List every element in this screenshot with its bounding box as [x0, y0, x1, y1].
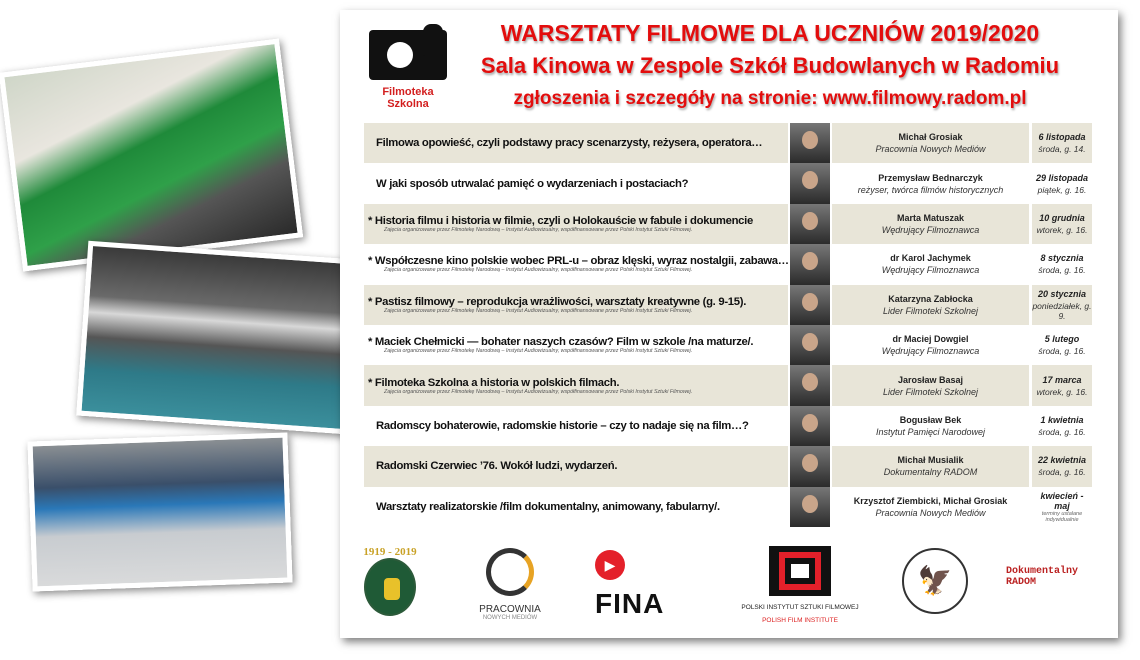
workshop-time: środa, g. 14.: [1038, 144, 1086, 155]
workshop-footnote: Zajęcia organizowane przez Filmotekę Narodową – Instytut Audiowizualny, współfinansowane przez Polski Instytut Sztuki Filmowej.: [384, 348, 693, 355]
poster-info: zgłoszenia i szczegóły na stronie: www.filmowy.radom.pl: [513, 88, 1027, 109]
speaker-photo: [790, 244, 830, 284]
workshop-date: 22 kwietnia: [1037, 455, 1087, 466]
poster-title: WARSZTATY FILMOWE DLA UCZNIÓW 2019/2020: [500, 20, 1040, 46]
filmoteka-logo-icon: [369, 30, 447, 80]
workshop-title: * Współczesne kino polskie wobec PRL-u – obraz klęski, wyraz nostalgii, zabawa…: [368, 255, 789, 268]
speaker-cell: [832, 123, 1032, 163]
speaker-role: Wędrujący Filmoznawca: [881, 224, 980, 235]
speaker-photo: [790, 204, 830, 244]
speaker-photo: [790, 285, 830, 325]
workshop-title-cell: [364, 446, 788, 486]
dok-text: RADOM: [1006, 577, 1037, 588]
workshop-footnote: Zajęcia organizowane przez Filmotekę Narodową – Instytut Audiowizualny, współfinansowane przez Polski Instytut Sztuki Filmowej.: [384, 267, 693, 274]
speaker-photo: [790, 406, 830, 446]
dokumentalny-radom-logo: [1006, 566, 1096, 588]
workshop-date: 10 grudnia: [1039, 212, 1085, 223]
workshop-title-cell: [364, 325, 788, 365]
speaker-photo: [790, 487, 830, 527]
date-cell: [1032, 487, 1092, 527]
workshop-table: [364, 123, 1094, 527]
speaker-cell: [832, 325, 1032, 365]
speaker-photo: [790, 163, 830, 203]
workshop-row: [364, 244, 1094, 284]
zsb-logo: [358, 546, 422, 616]
workshop-row: [364, 446, 1094, 486]
speaker-photo: [790, 446, 830, 486]
photo-film-studio: [0, 39, 303, 272]
workshop-title-cell: [364, 406, 788, 446]
workshop-footnote: Zajęcia organizowane przez Filmotekę Narodową – Instytut Audiowizualny, współfinansowane przez Polski Instytut Sztuki Filmowej.: [384, 226, 693, 233]
pracownia-subtext: NOWYCH MEDIÓW: [482, 615, 538, 621]
workshop-time: środa, g. 16.: [1038, 467, 1086, 478]
date-cell: [1032, 365, 1092, 405]
workshop-date: 1 kwietnia: [1040, 414, 1084, 425]
speaker-cell: [832, 406, 1032, 446]
speaker-photo: [790, 325, 830, 365]
speaker-photo: [790, 123, 830, 163]
speaker-role: Wędrujący Filmoznawca: [881, 265, 980, 276]
photo-cinema-hall: [76, 241, 358, 434]
workshop-footnote: Zajęcia organizowane przez Filmotekę Narodową – Instytut Audiowizualny, współfinansowane przez Polski Instytut Sztuki Filmowej.: [384, 388, 693, 395]
workshop-title-cell: [364, 487, 788, 527]
zsb-years: 1919 - 2019: [363, 546, 417, 558]
workshop-date: 17 marca: [1042, 374, 1082, 385]
speaker-cell: [832, 285, 1032, 325]
speaker-name: dr Maciej Dowgiel: [892, 334, 969, 345]
workshop-time: środa, g. 16.: [1038, 265, 1086, 276]
speaker-name: Marta Matuszak: [896, 212, 965, 223]
pisf-logo: [735, 546, 865, 624]
filmoteka-logo: [368, 30, 448, 110]
speaker-role: Lider Filmoteki Szkolnej: [882, 386, 979, 397]
workshop-date: 6 listopada: [1038, 132, 1086, 143]
workshop-row: [364, 123, 1094, 163]
speaker-cell: [832, 446, 1032, 486]
speaker-cell: [832, 244, 1032, 284]
speaker-photo: [790, 365, 830, 405]
workshop-title-cell: [364, 163, 788, 203]
date-cell: [1032, 123, 1092, 163]
date-cell: [1032, 446, 1092, 486]
workshop-date: 8 stycznia: [1040, 253, 1084, 264]
workshop-row: [364, 406, 1094, 446]
workshop-footnote: Zajęcia organizowane przez Filmotekę Narodową – Instytut Audiowizualny, współfinansowane przez Polski Instytut Sztuki Filmowej.: [384, 307, 693, 314]
pracownia-text: PRACOWNIA: [479, 604, 541, 615]
workshop-title: Filmowa opowieść, czyli podstawy pracy scenarzysty, reżysera, operatora…: [376, 137, 763, 150]
speaker-role: Pracownia Nowych Mediów: [875, 507, 986, 518]
workshop-title: Warsztaty realizatorskie /film dokumentalny, animowany, fabularny/.: [376, 500, 720, 513]
speaker-role: Pracownia Nowych Mediów: [875, 144, 986, 155]
fina-text: FINA: [595, 588, 665, 619]
workshop-time: środa, g. 16.: [1038, 426, 1086, 437]
speaker-cell: [832, 163, 1032, 203]
workshop-date: 29 listopada: [1035, 172, 1089, 183]
photo-editing-room: [27, 433, 292, 592]
speaker-name: Michał Musialik: [897, 455, 964, 466]
pisf-text: POLSKI INSTYTUT SZTUKI FILMOWEJ: [741, 604, 859, 611]
date-cell: [1032, 285, 1092, 325]
speaker-name: Krzysztof Ziembicki, Michał Grosiak: [853, 495, 1008, 506]
workshop-time: terminy ustalane indywidualnie: [1041, 510, 1083, 523]
speaker-cell: [832, 204, 1032, 244]
dok-text: Dokumentalny: [1006, 566, 1079, 577]
workshop-title: Radomski Czerwiec ’76. Wokół ludzi, wydarzeń.: [376, 460, 618, 473]
speaker-role: Instytut Pamięci Narodowej: [875, 426, 986, 437]
workshop-row: [364, 163, 1094, 203]
ipn-logo-eagle-icon: 🦅: [902, 548, 968, 614]
workshop-title-cell: [364, 285, 788, 325]
speaker-role: Lider Filmoteki Szkolnej: [882, 305, 979, 316]
speaker-name: Przemysław Bednarczyk: [878, 172, 983, 183]
workshop-title: * Filmoteka Szkolna a historia w polskich filmach.: [368, 376, 620, 389]
speaker-name: Katarzyna Zabłocka: [888, 293, 973, 304]
workshop-title-cell: [364, 123, 788, 163]
pisf-text-en: POLISH FILM INSTITUTE: [762, 617, 838, 624]
workshop-time: wtorek, g. 16.: [1036, 386, 1088, 397]
workshop-row: [364, 487, 1094, 527]
date-cell: [1032, 163, 1092, 203]
sponsor-logos: [340, 542, 1118, 632]
date-cell: [1032, 325, 1092, 365]
date-cell: [1032, 204, 1092, 244]
workshop-time: środa, g. 16.: [1038, 346, 1086, 357]
speaker-cell: [832, 365, 1032, 405]
workshop-time: poniedziałek, g. 9.: [1032, 300, 1092, 321]
workshop-title-cell: [364, 244, 788, 284]
speaker-name: Bogusław Bek: [899, 414, 962, 425]
logo-text: Szkolna: [387, 98, 429, 110]
poster-subtitle: Sala Kinowa w Zespole Szkół Budowlanych w Radomiu: [480, 53, 1060, 78]
workshop-row: [364, 365, 1094, 405]
speaker-role: reżyser, twórca filmów historycznych: [857, 184, 1004, 195]
workshop-time: wtorek, g. 16.: [1036, 224, 1088, 235]
workshop-title: * Historia filmu i historia w filmie, czyli o Holokauście w fabule i dokumencie: [368, 214, 753, 227]
workshop-date: kwiecień - maj: [1040, 490, 1084, 511]
date-cell: [1032, 244, 1092, 284]
fina-logo: [595, 550, 685, 620]
pracownia-logo: [475, 548, 545, 621]
workshop-date: 5 lutego: [1044, 334, 1080, 345]
workshop-time: piątek, g. 16.: [1037, 184, 1087, 195]
speaker-role: Dokumentalny RADOM: [883, 467, 978, 478]
workshop-row: [364, 325, 1094, 365]
workshop-title: W jaki sposób utrwalać pamięć o wydarzeniach i postaciach?: [376, 177, 689, 190]
workshop-title: * Maciek Chełmicki — bohater naszych czasów? Film w szkole /na maturze/.: [368, 336, 754, 349]
speaker-role: Wędrujący Filmoznawca: [881, 346, 980, 357]
logo-text: Filmoteka: [382, 86, 434, 98]
workshop-title-cell: [364, 204, 788, 244]
workshop-title: * Pastisz filmowy – reprodukcja wrażliwości, warsztaty kreatywne (g. 9-15).: [368, 295, 747, 308]
speaker-name: Michał Grosiak: [898, 132, 963, 143]
speaker-cell: [832, 487, 1032, 527]
play-icon: ▶: [595, 550, 625, 580]
workshop-row: [364, 285, 1094, 325]
poster: [340, 10, 1118, 638]
workshop-title: Radomscy bohaterowie, radomskie historie – czy to nadaje się na film…?: [376, 419, 749, 432]
date-cell: [1032, 406, 1092, 446]
workshop-date: 20 stycznia: [1037, 288, 1087, 299]
speaker-name: Jarosław Basaj: [897, 374, 964, 385]
workshop-row: [364, 204, 1094, 244]
workshop-title-cell: [364, 365, 788, 405]
speaker-name: dr Karol Jachymek: [890, 253, 971, 264]
